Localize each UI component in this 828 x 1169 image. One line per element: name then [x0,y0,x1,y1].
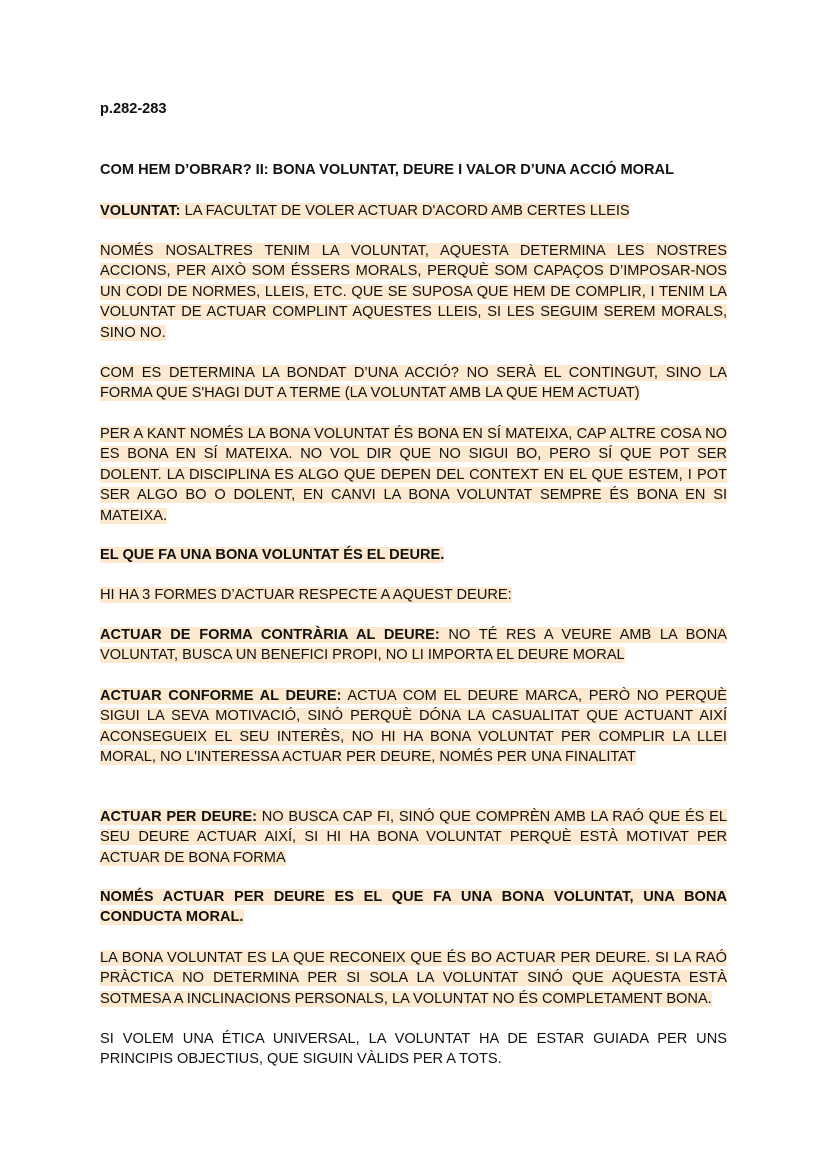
form-conforme [100,686,727,768]
form-text: NO BUSCA CAP FI, SINÓ QUE COMPRÈN AMB LA RAÓ QUE ÉS EL SEU DEURE ACTUAR AIXÍ, SI HI HA BONA VOLUNTAT PERQUÈ ESTÀ MOTIVAT PER ACTUAR DE BONA FORMA [100,809,728,866]
form-text: NO TÉ RES A VEURE AMB LA BONA VOLUNTAT, BUSCA UN BENEFICI PROPI, NO LI IMPORTA EL DEURE MORAL [100,627,727,664]
paragraph-nomes-nosaltres: NOMÉS NOSALTRES TENIM LA VOLUNTAT, AQUESTA DETERMINA LES NOSTRES ACCIONS, PER AIXÒ SOM ÉSSERS MORALS, PERQUÈ SOM CAPAÇOS D’IMPOSAR-NOS UN CODI DE NORMES, LLEIS, ETC. QUE SE SUPOSA QUE HEM DE COMPLIR, I TENIM LA VOLUNTAT DE ACTUAR COMPLINT AQUESTES LLEIS, SI LES SEGUIM SEREM MORALS, SINO NO. [100,243,727,341]
form-text: ACTUA COM EL DEURE MARCA, PERÒ NO PERQUÈ SIGUI LA SEVA MOTIVACIÓ, SINÓ PERQUÈ DÓNA LA CASUALITAT QUE ACTUANT AIXÍ ACONSEGUEIX EL SEU INTERÈS, NO HI HA BONA VOLUNTAT PER COMPLIR LA LLEI MORAL, NO L'INTERESSA ACTUAR PER DEURE, NOMÉS PER UNA FINALITAT [100,688,727,766]
paragraph-etica: SI VOLEM UNA ÉTICA UNIVERSAL, LA VOLUNTAT HA DE ESTAR GUIADA PER UNS PRINCIPIS OBJECTIUS, QUE SIGUIN VÀLIDS PER A TOTS. [100,1031,727,1068]
form-term: ACTUAR DE FORMA CONTRÀRIA AL DEURE: [100,627,440,643]
voluntat-text: LA FACULTAT DE VOLER ACTUAR D'ACORD AMB CERTES LLEIS [180,203,630,219]
form-contraria [100,625,727,666]
paragraph-bondat: COM ES DETERMINA LA BONDAT D’UNA ACCIÓ? NO SERÀ EL CONTINGUT, SINO LA FORMA QUE S'HAGI DUT A TERME (LA VOLUNTAT AMB LA QUE HEM ACTUAT) [100,365,727,402]
paragraph-formes: HI HA 3 FORMES D’ACTUAR RESPECTE A AQUEST DEURE: [100,587,512,603]
paragraph-kant: PER A KANT NOMÉS LA BONA VOLUNTAT ÉS BONA EN SÍ MATEIXA, CAP ALTRE COSA NO ES BONA EN SÍ MATEIXA. NO VOL DIR QUE NO SIGUI BO, PERO SÍ QUE POT SER DOLENT. LA DISCIPLINA ES ALGO QUE DEPEN DEL CONTEXT EN EL QUE ESTEM, I POT SER ALGO BO O DOLENT, EN CANVI LA BONA VOLUNTAT SEMPRE ÉS BONA EN SI MATEIXA. [100,426,727,524]
paragraph-reconeix: LA BONA VOLUNTAT ES LA QUE RECONEIX QUE ÉS BO ACTUAR PER DEURE. SI LA RAÓ PRÀCTICA NO DETERMINA PER SI SOLA LA VOLUNTAT SINÓ QUE AQUESTA ESTÀ SOTMESA A INCLINACIONS PERSONALS, LA VOLUNTAT NO ÉS COMPLETAMENT BONA. [100,950,727,1007]
page-reference: p.282-283 [100,101,167,117]
form-per-deure [100,807,727,868]
page-title: COM HEM D’OBRAR? II: BONA VOLUNTAT, DEURE I VALOR D’UNA ACCIÓ MORAL [100,162,674,178]
voluntat-definition [100,201,727,221]
form-term: ACTUAR CONFORME AL DEURE: [100,688,342,704]
heading-nomes-actuar: NOMÉS ACTUAR PER DEURE ES EL QUE FA UNA BONA VOLUNTAT, UNA BONA CONDUCTA MORAL. [100,889,727,926]
form-term: ACTUAR PER DEURE: [100,809,258,825]
heading-deure: EL QUE FA UNA BONA VOLUNTAT ÉS EL DEURE. [100,547,445,563]
voluntat-term: VOLUNTAT: [100,203,181,219]
